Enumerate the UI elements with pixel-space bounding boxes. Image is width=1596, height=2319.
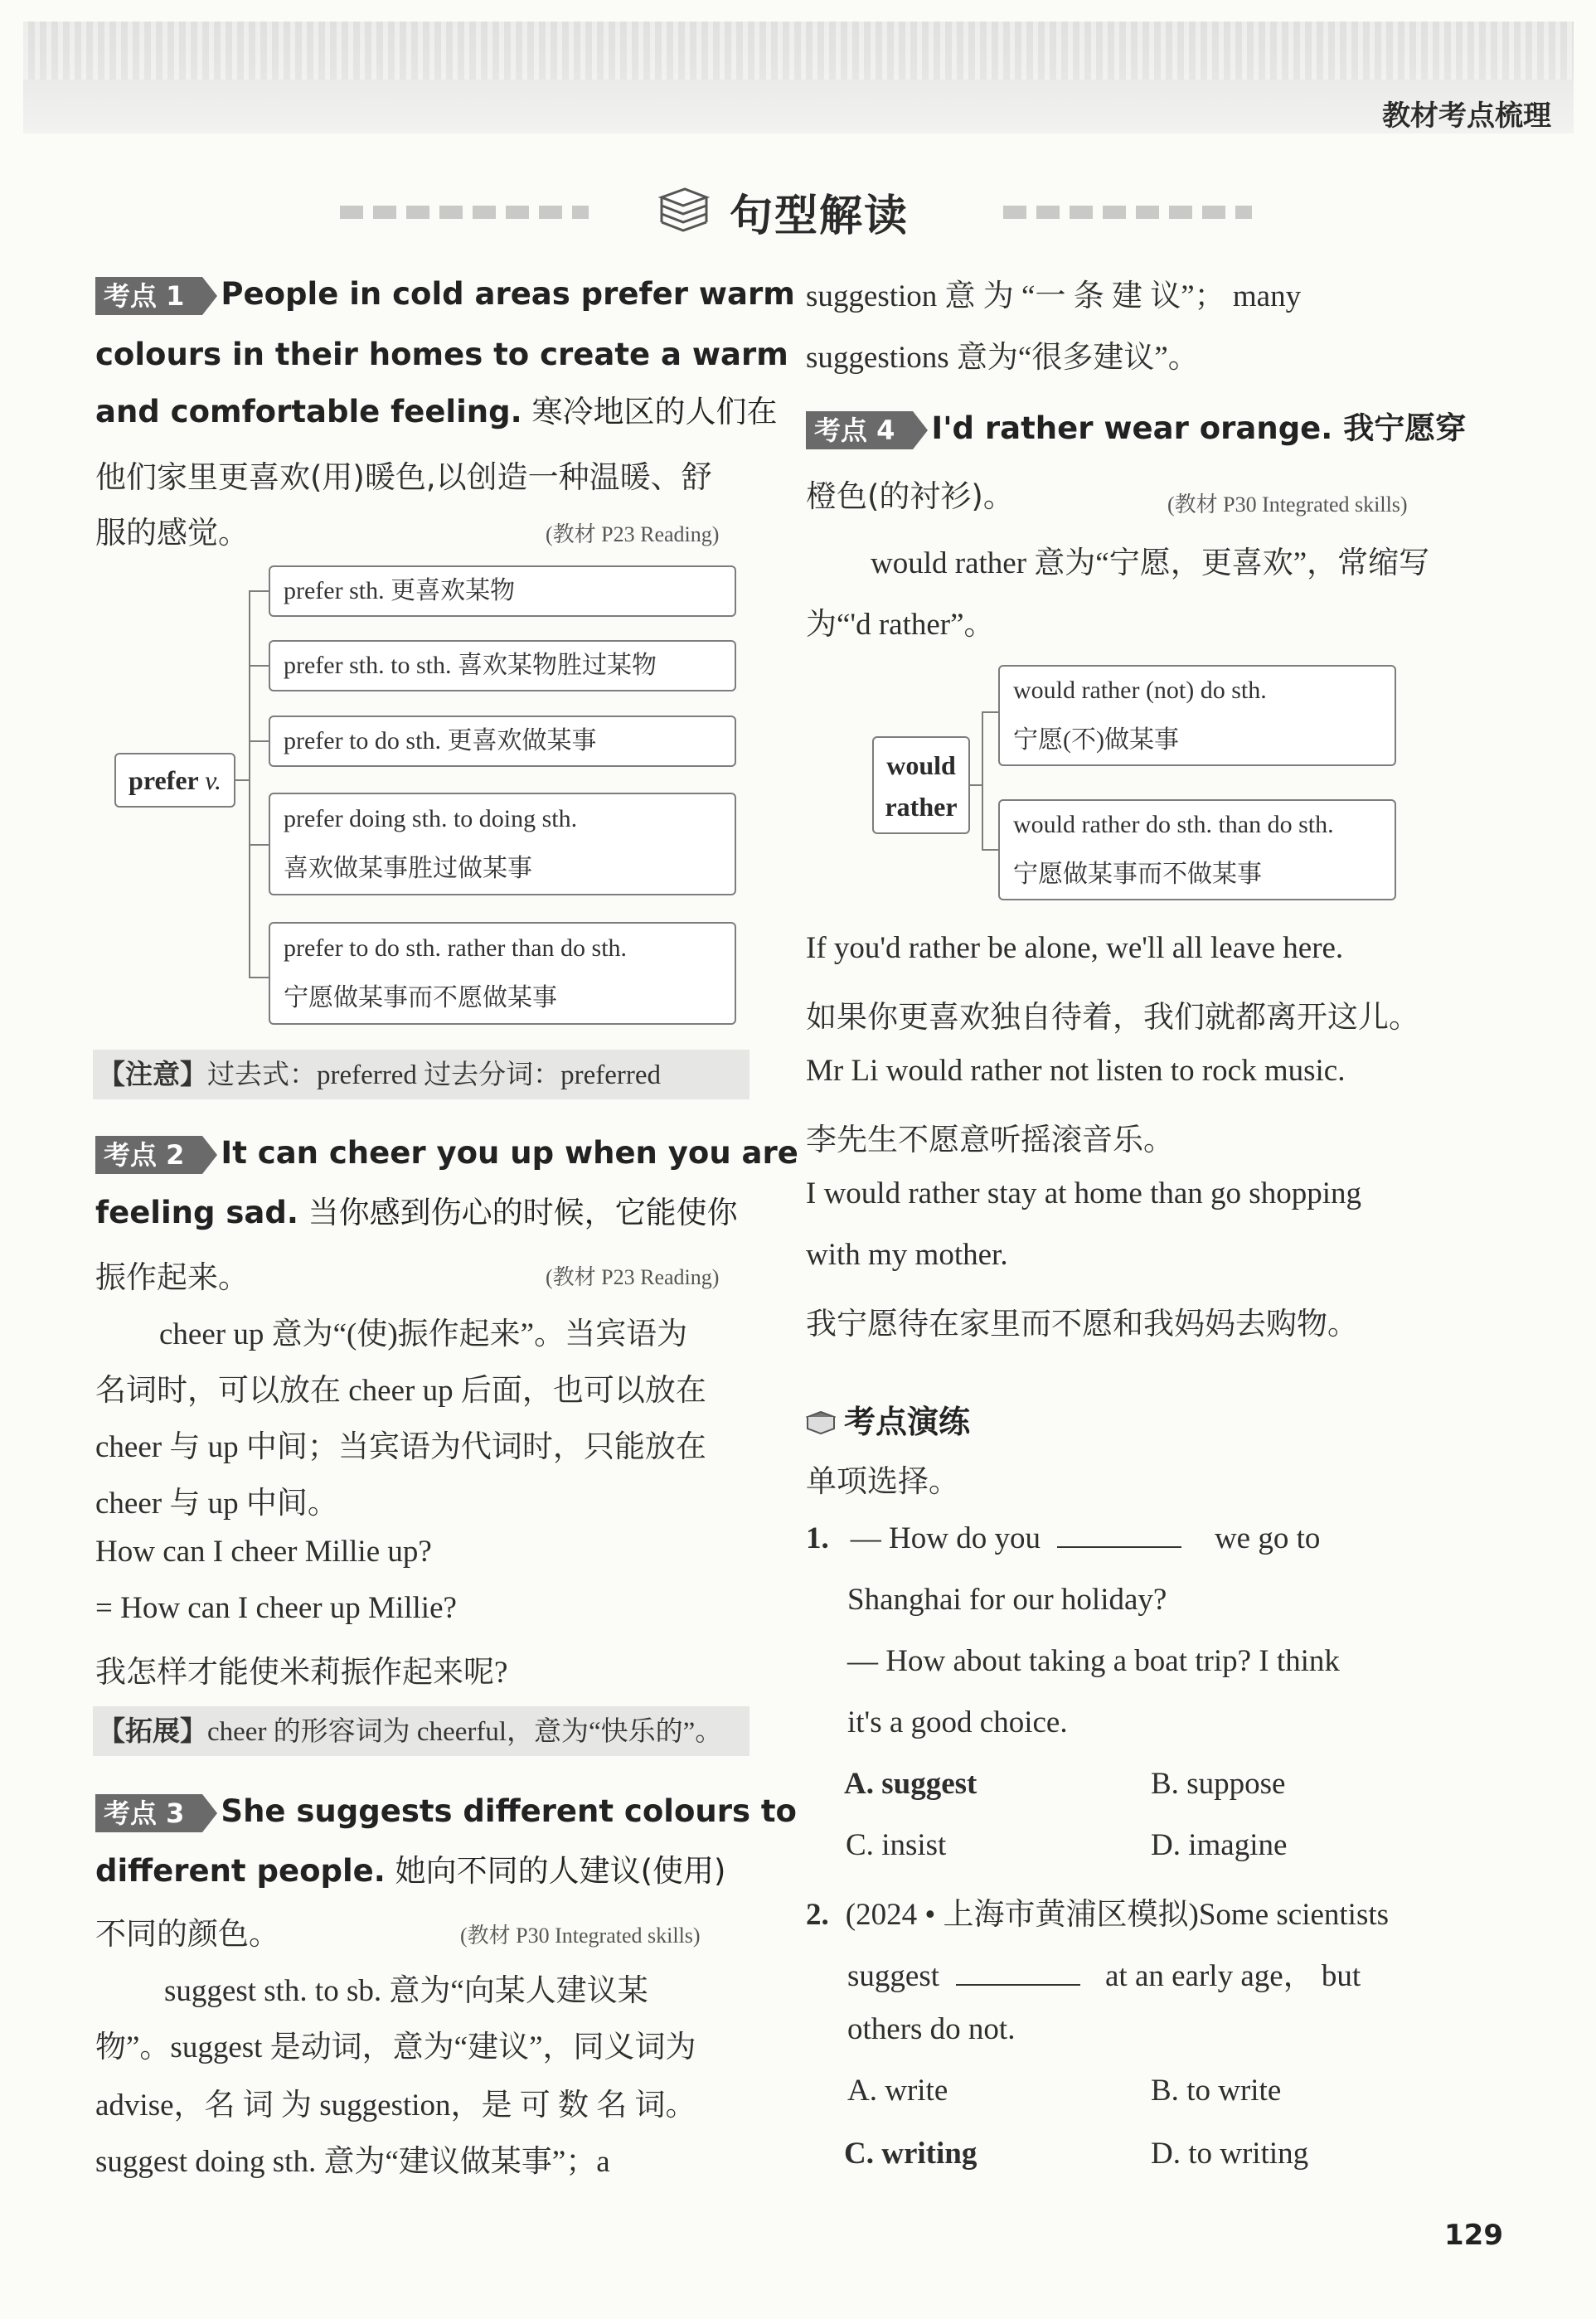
kd4-example-1: If you'd rather be alone, we'll all leave here. [806,931,1344,965]
kd2-body-4: cheer 与 up 中间。 [95,1487,338,1521]
kd1-cn-line5: 服的感觉。 [95,515,249,551]
q1-line1: 1. — How do you we go to [806,1521,1321,1555]
section-title-bar [323,176,1269,242]
q1-option-b[interactable]: B. suppose [1151,1767,1286,1801]
kd4-cn-line2: 橙色(的衬衫)。 [806,478,1014,514]
q2-option-d[interactable]: D. to writing [1151,2137,1309,2171]
kd3-cn-line3: 不同的颜色。 [95,1916,279,1952]
kd1-badge: 考点 1 [95,277,202,315]
kd3-body-3: advise，名 词 为 suggestion，是 可 数 名 词。 [95,2089,696,2123]
q1-option-a[interactable]: A. suggest [844,1767,977,1801]
kd3-badge: 考点 3 [95,1794,202,1832]
q2-option-a[interactable]: A. write [847,2074,948,2108]
q2-option-c[interactable]: C. writing [844,2137,977,2171]
kd4-example-1-cn: 如果你更喜欢独自待着，我们就都离开这儿。 [806,1001,1419,1035]
kd3-cont-2: suggestions 意为“很多建议”。 [806,341,1199,375]
kd1-source: (教材 P23 Reading) [546,522,720,546]
kd1-note: 【注意】过去式：preferred 过去分词：preferred [93,1050,749,1099]
prefer-usage-3: prefer to do sth. 更喜欢做某事 [269,716,736,767]
prefer-usage-4: prefer doing sth. to doing sth. 喜欢做某事胜过做某事 [269,793,736,895]
kd3-cont-1: suggestion 意 为 “一 条 建 议”； many [806,279,1302,313]
kd4-example-3b: with my mother. [806,1238,1008,1272]
kd4-example-3-cn: 我宁愿待在家里而不愿和我妈妈去购物。 [806,1307,1358,1341]
kd2-example-2: = How can I cheer up Millie? [95,1591,457,1625]
kd3-heading-line1: 考点 3 She suggests different colours to [95,1783,797,1841]
q1-blank[interactable] [1057,1521,1181,1548]
kd4-example-2: Mr Li would rather not listen to rock music. [806,1054,1346,1088]
kd2-example-cn: 我怎样才能使米莉振作起来呢? [95,1656,508,1690]
kd3-heading-line2: different people. 她向不同的人建议(使用) [95,1853,726,1889]
kd3-body-1: suggest sth. to sb. 意为“向某人建议某 [164,1974,648,2008]
section-title: 句型解读 [730,192,910,241]
kd4-source: (教材 P30 Integrated skills) [1167,492,1408,517]
kd2-body-2: 名词时，可以放在 cheer up 后面，也可以放在 [95,1374,706,1408]
kd2-body-1: cheer up 意为“(使)振作起来”。当宾语为 [159,1317,688,1351]
q2-number: 2. [806,1898,829,1932]
kd4-example-2-cn: 李先生不愿意听摇滚音乐。 [806,1123,1174,1157]
section-label: 教材考点梳理 [1382,99,1551,133]
book-icon [806,1410,836,1435]
prefer-usage-1: prefer sth. 更喜欢某物 [269,565,736,617]
q1-line2: Shanghai for our holiday? [847,1583,1167,1617]
q1-line4: it's a good choice. [847,1705,1068,1739]
kd4-body-1: would rather 意为“宁愿，更喜欢”，常缩写 [871,546,1430,580]
kd1-cn-line4: 他们家里更喜欢(用)暖色,以创造一种温暖、舒 [95,459,712,495]
q1-number: 1. [806,1521,829,1555]
kd3-body-2: 物”。suggest 是动词，意为“建议”，同义词为 [95,2030,696,2064]
q1-line3: — How about taking a boat trip? I think [847,1644,1340,1678]
page-number: 129 [1444,2219,1503,2252]
q2-option-b[interactable]: B. to write [1151,2074,1282,2108]
kd4-heading-line1: 考点 4 I'd rather wear orange. 我宁愿穿 [806,400,1466,458]
would-rather-hub: would rather [872,736,970,834]
kd4-badge: 考点 4 [806,411,913,449]
q2-blank[interactable] [956,1959,1080,1986]
kd2-source: (教材 P23 Reading) [546,1265,720,1289]
kd2-cn-line3: 振作起来。 [95,1259,249,1295]
practice-heading: 考点演练 [806,1396,970,1442]
top-banner [23,22,1574,133]
prefer-usage-5: prefer to do sth. rather than do sth. 宁愿做某事而不愿做某事 [269,922,736,1025]
prefer-usage-2: prefer sth. to sth. 喜欢某物胜过某物 [269,640,736,691]
would-rather-usage-2: would rather do sth. than do sth. 宁愿做某事而不做某事 [998,799,1396,900]
prefer-hub: prefer v. [114,753,235,808]
would-rather-usage-1: would rather (not) do sth. 宁愿(不)做某事 [998,665,1396,766]
q1-option-c[interactable]: C. insist [846,1828,947,1862]
q2-line3: others do not. [847,2012,1016,2046]
kd4-example-3: I would rather stay at home than go shopping [806,1176,1361,1210]
kd3-source: (教材 P30 Integrated skills) [460,1924,701,1948]
kd4-body-2: 为“'d rather”。 [806,608,995,642]
book-stack-icon [655,186,713,235]
kd1-heading-line2: colours in their homes to create a warm [95,337,788,372]
kd2-body-3: cheer 与 up 中间；当宾语为代词时，只能放在 [95,1430,706,1464]
practice-instruction: 单项选择。 [806,1463,959,1499]
kd2-heading-line2: feeling sad. 当你感到伤心的时候，它能使你 [95,1195,738,1230]
q2-line1: 2. (2024 • 上海市黄浦区模拟)Some scientists [806,1898,1390,1932]
kd1-heading-line3: and comfortable feeling. 寒冷地区的人们在 [95,394,778,429]
kd2-badge: 考点 2 [95,1136,202,1174]
kd3-body-4: suggest doing sth. 意为“建议做某事”；a [95,2145,610,2179]
q1-option-d[interactable]: D. imagine [1151,1828,1288,1862]
q2-line2: suggest at an early age， but [847,1959,1361,1993]
kd2-heading-line1: 考点 2 It can cheer you up when you are [95,1124,798,1182]
kd1-heading-line1: 考点 1 People in cold areas prefer warm [95,265,795,323]
kd2-example-1: How can I cheer Millie up? [95,1535,432,1569]
kd2-extension: 【拓展】cheer 的形容词为 cheerful，意为“快乐的”。 [93,1706,749,1756]
